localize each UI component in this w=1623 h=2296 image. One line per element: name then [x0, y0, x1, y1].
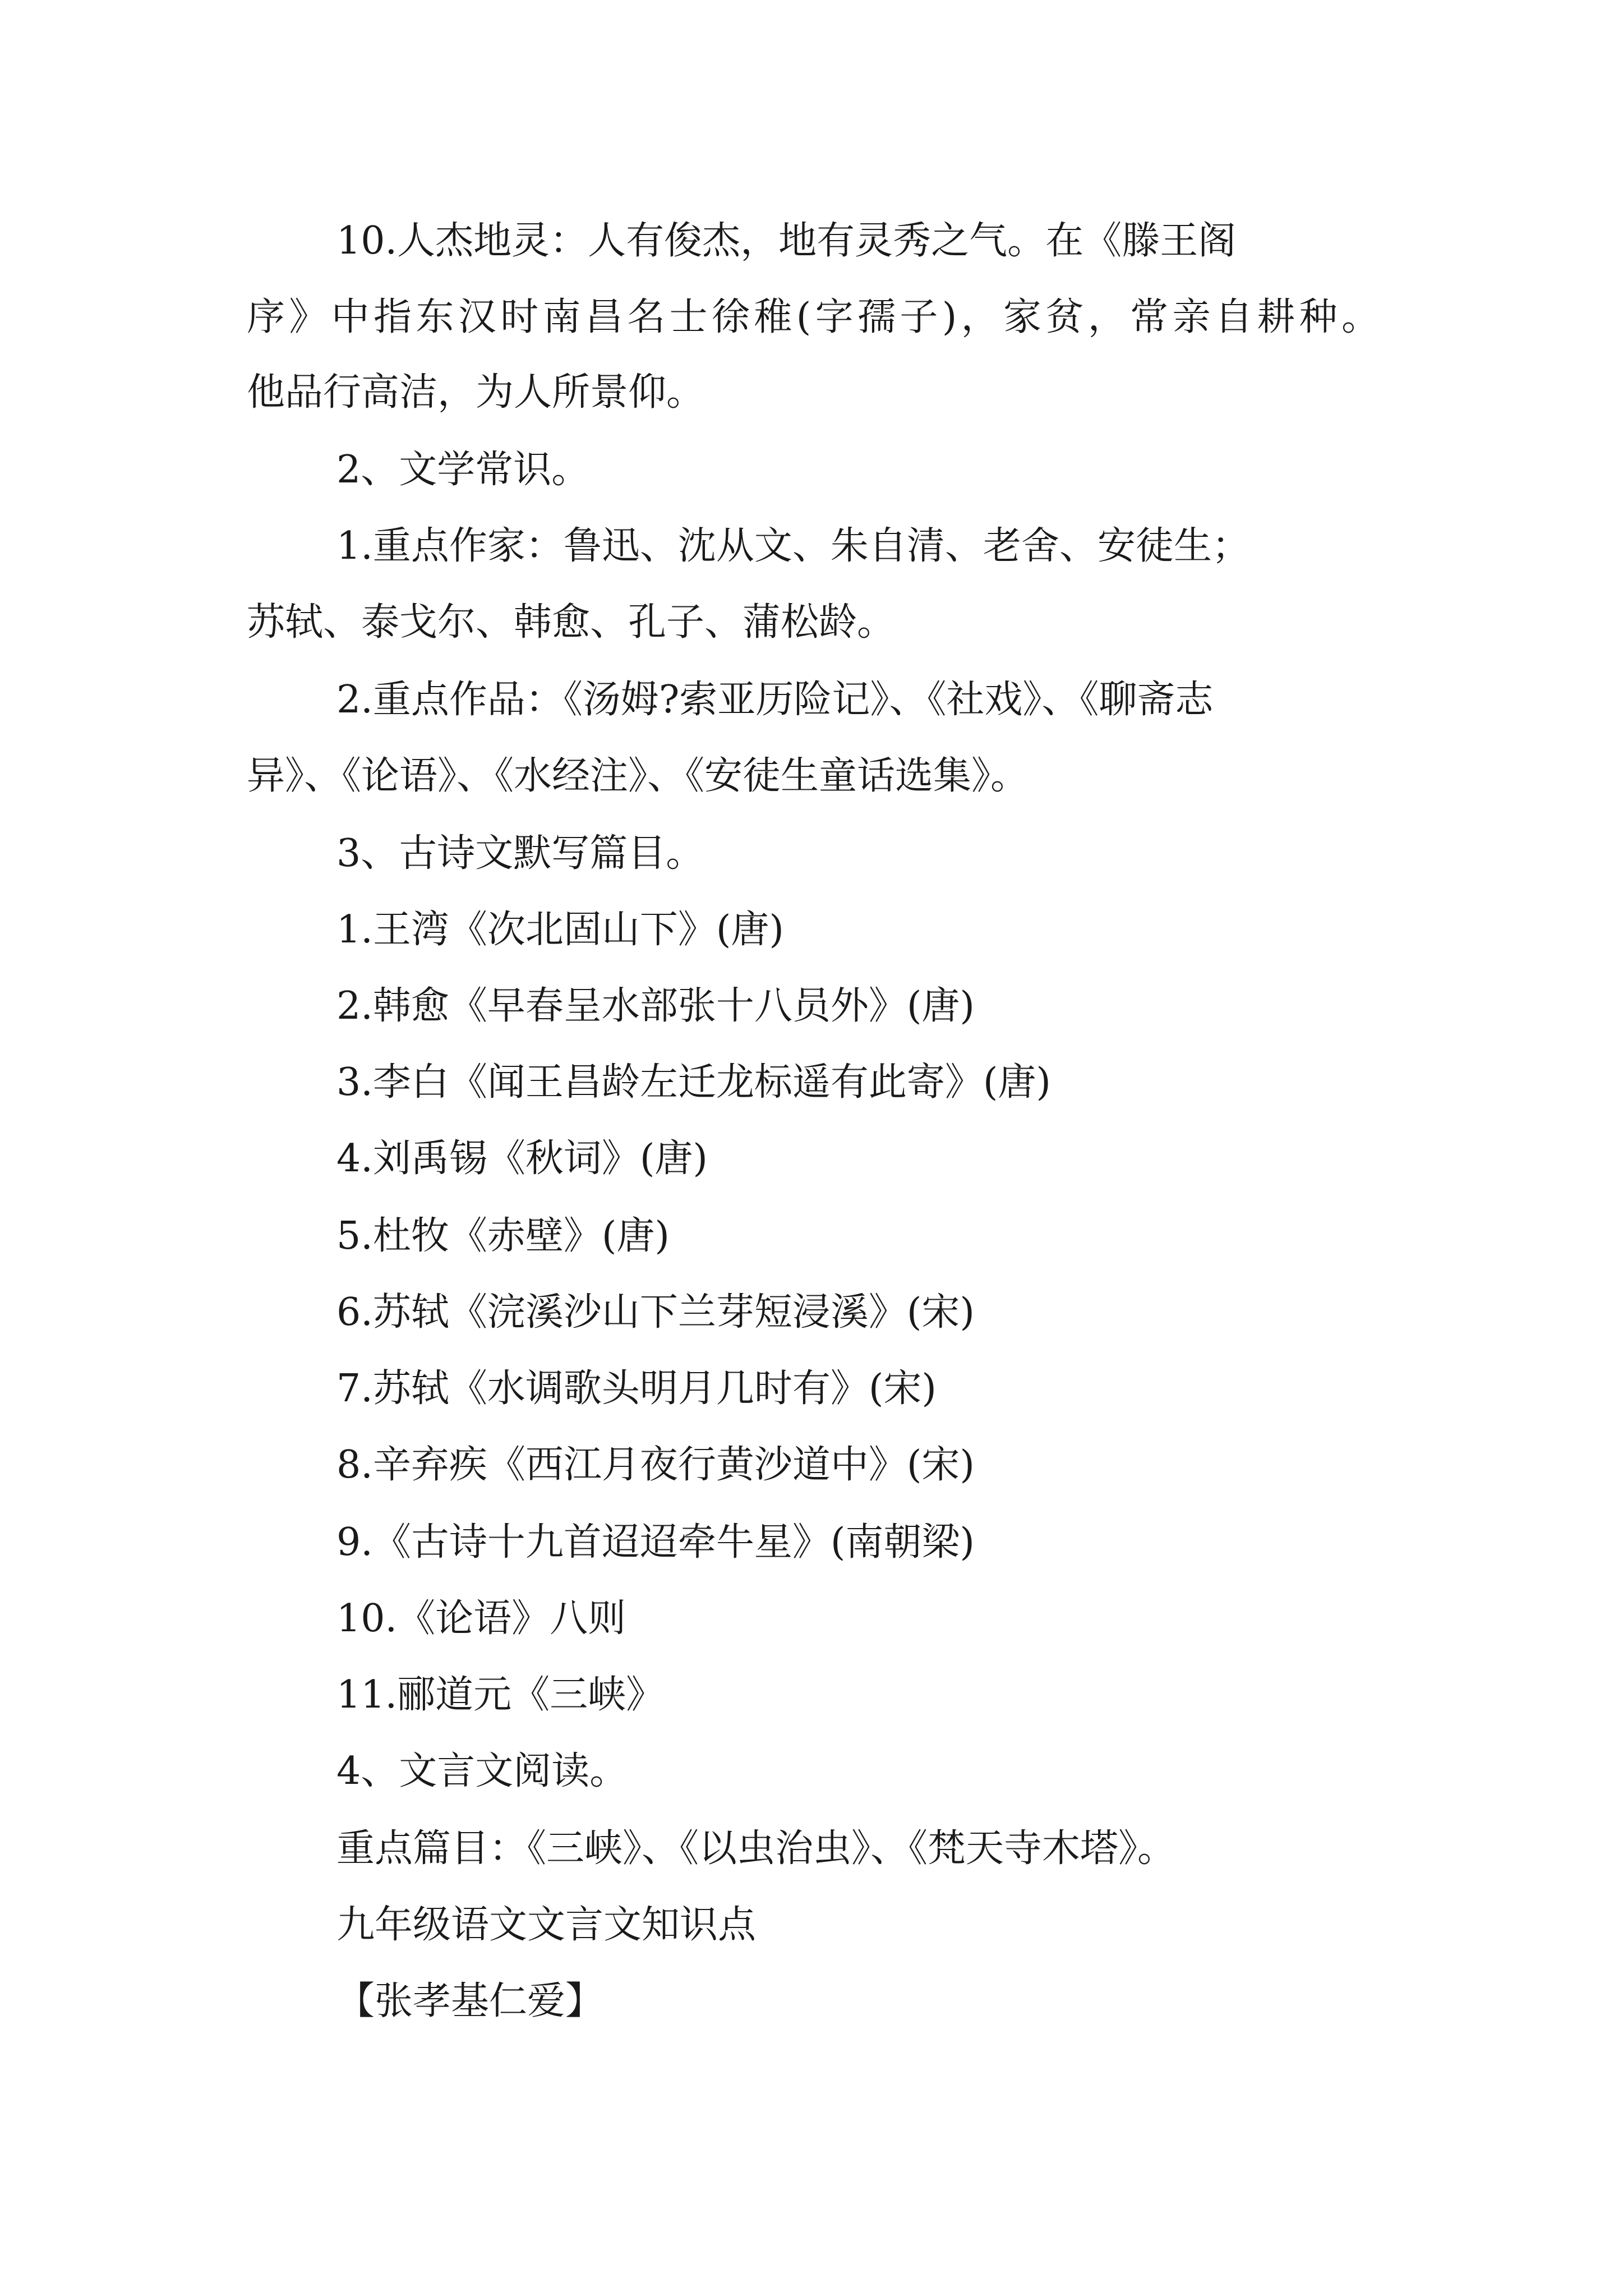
list-item: 10.《论语》八则: [336, 1596, 626, 1641]
article-title: 九年级语文文言文知识点: [336, 1903, 757, 1947]
list-item: 1.王湾《次北固山下》(唐): [336, 908, 784, 952]
paragraph-line: 苏轼、泰戈尔、韩愈、孔子、蒲松龄。: [247, 600, 896, 645]
list-item: 8.辛弃疾《西江月夜行黄沙道中》(宋): [336, 1443, 975, 1487]
section-heading: 4、文言文阅读。: [336, 1749, 628, 1793]
paragraph-line: 序》中指东汉时南昌名士徐稚(字孺子)，家贫，常亲自耕种。: [247, 295, 1380, 339]
list-item: 3.李白《闻王昌龄左迁龙标遥有此寄》(唐): [336, 1060, 1051, 1105]
list-item: 4.刘禹锡《秋词》(唐): [336, 1137, 708, 1181]
paragraph-line: 重点篇目：《三峡》、《以虫治虫》、《梵天寺木塔》。: [336, 1826, 1176, 1871]
list-item: 2.韩愈《早春呈水部张十八员外》(唐): [336, 984, 975, 1028]
paragraph-line: 2.重点作品：《汤姆?索亚历险记》、《社戏》、《聊斋志: [336, 678, 1214, 722]
list-item: 11.郦道元《三峡》: [336, 1673, 665, 1717]
article-subtitle: 【张孝基仁爱】: [336, 1979, 604, 2023]
paragraph-line: 异》、《论语》、《水经注》、《安徒生童话选集》。: [247, 754, 1029, 798]
paragraph-line: 他品行高洁，为人所景仰。: [247, 370, 705, 415]
paragraph-line: 10.人杰地灵：人有俊杰，地有灵秀之气。在《滕王阁: [336, 219, 1237, 263]
paragraph-line: 1.重点作家：鲁迅、沈从文、朱自清、老舍、安徒生；: [336, 524, 1250, 568]
section-heading: 2、文学常识。: [336, 448, 590, 492]
list-item: 5.杜牧《赤壁》(唐): [336, 1214, 670, 1258]
list-item: 9.《古诗十九首迢迢牵牛星》(南朝梁): [336, 1520, 975, 1565]
list-item: 6.苏轼《浣溪沙山下兰芽短浸溪》(宋): [336, 1290, 975, 1335]
list-item: 7.苏轼《水调歌头明月几时有》(宋): [336, 1366, 937, 1411]
section-heading: 3、古诗文默写篇目。: [336, 831, 704, 876]
